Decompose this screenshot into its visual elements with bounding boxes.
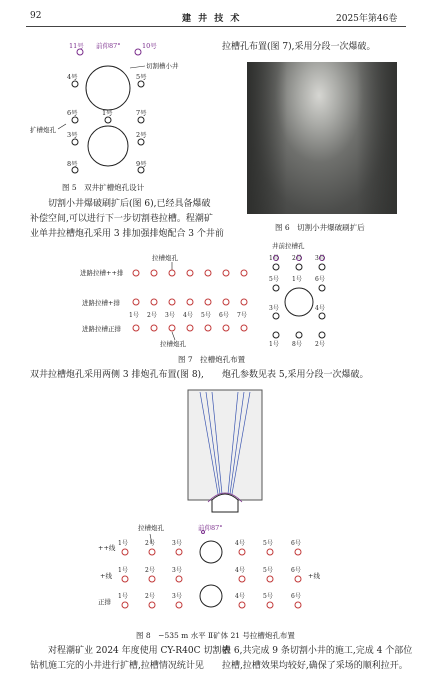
label-8: 8号	[67, 160, 78, 168]
label-expand-hole: 扩槽炮孔	[30, 126, 56, 134]
left-para-line-3: 业单井拉槽炮孔采用 3 排加强排炮配合 3 个井前	[30, 229, 224, 239]
bottom-right-line-2: 拉槽,拉槽效果均较好,确保了采场的顺利拉开。	[222, 661, 408, 671]
svg-text:3号: 3号	[172, 567, 182, 574]
svg-text:5号: 5号	[201, 312, 211, 319]
svg-text:2号: 2号	[292, 255, 302, 262]
bottom-left-line-2: 钻机施工完的小井进行扩槽,拉槽情况统计见	[30, 661, 204, 671]
svg-text:8号: 8号	[292, 341, 302, 348]
svg-text:1号: 1号	[269, 255, 279, 262]
figure-6-photo	[247, 62, 397, 214]
label-angle: 前仰87°	[96, 42, 121, 50]
svg-text:2号: 2号	[147, 312, 157, 319]
fig7-row-3: 进路拉槽正排	[82, 325, 121, 333]
bottom-left-line-1: 对程潮矿业 2024 年度使用 CY-R40C 切割槽	[48, 646, 231, 656]
fig7-row-1: 进路拉槽++排	[80, 269, 124, 277]
left-paragraph	[30, 197, 224, 242]
label-1: 1号	[102, 109, 113, 117]
label-2: 2号	[136, 131, 147, 139]
right-top-text: 拉槽孔布置(图 7),采用分段一次爆破。	[222, 42, 376, 52]
header-rule	[26, 26, 406, 27]
label-11: 11号	[69, 42, 84, 50]
svg-text:6号: 6号	[291, 540, 301, 547]
svg-text:2号: 2号	[145, 567, 155, 574]
svg-text:3号: 3号	[172, 540, 182, 547]
fig8-row-3: 正排	[98, 598, 111, 606]
label-6: 6号	[67, 109, 78, 117]
left-para-line-1: 切割小井爆破刷扩后(图 6),已经具备爆破	[48, 199, 211, 209]
mid-text-right: 炮孔参数见表 5,采用分段一次爆破。	[222, 370, 369, 380]
journal-title: 建 井 技 术	[182, 14, 242, 24]
svg-text:6号: 6号	[219, 312, 229, 319]
figure-5-caption: 图 5 双井扩槽炮孔设计	[62, 183, 145, 192]
svg-text:3号: 3号	[172, 593, 182, 600]
mid-text-left: 双井拉槽炮孔采用两侧 3 排炮孔布置(图 8),	[30, 370, 204, 380]
svg-text:2号: 2号	[145, 593, 155, 600]
lower-shaft	[88, 126, 128, 166]
page-number: 92	[30, 11, 42, 21]
label-10: 10号	[142, 42, 157, 50]
left-para-line-2: 补偿空间,可以进行下一步切割巷拉槽。程潮矿	[30, 214, 213, 224]
fig8-tunnel	[188, 390, 262, 500]
figure-6-caption: 图 6 切割小井爆破刷扩后	[275, 223, 365, 232]
figure-8-caption: 图 8 −535 m 水平 Ⅱ矿体 21 号拉槽炮孔布置	[136, 631, 295, 640]
figure-8-diagram	[90, 384, 340, 624]
fig8-row-1: ++线	[98, 544, 116, 552]
fig7-top-label: 拉槽炮孔	[152, 254, 178, 262]
svg-text:1号: 1号	[118, 593, 128, 600]
svg-text:2号: 2号	[315, 341, 325, 348]
label-9: 9号	[136, 160, 147, 168]
label-5: 5号	[136, 73, 147, 81]
svg-text:7号: 7号	[237, 312, 247, 319]
svg-text:6号: 6号	[291, 567, 301, 574]
svg-text:3号: 3号	[269, 305, 279, 312]
svg-text:5号: 5号	[263, 540, 273, 547]
svg-text:5号: 5号	[263, 593, 273, 600]
label-shaft: 切割槽小井	[146, 62, 179, 70]
svg-text:1号: 1号	[269, 341, 279, 348]
svg-text:1号: 1号	[118, 540, 128, 547]
fig8-angle: 前仰87°	[198, 524, 223, 532]
hole-10	[135, 49, 141, 55]
svg-text:2号: 2号	[145, 540, 155, 547]
label-4: 4号	[67, 73, 78, 81]
svg-text:6号: 6号	[315, 276, 325, 283]
fig8-hole-label: 拉槽炮孔	[138, 524, 164, 532]
fig8-row-2: +线	[100, 572, 112, 580]
svg-text:1号: 1号	[118, 567, 128, 574]
fig7-row-2: 进路拉槽+排	[82, 299, 120, 307]
figure-5-diagram	[30, 36, 210, 178]
figure-7-caption: 图 7 拉槽炮孔布置	[178, 355, 246, 364]
svg-text:1号: 1号	[292, 276, 302, 283]
bottom-right-text	[222, 644, 412, 674]
fig7-bottom-label: 拉槽炮孔	[160, 340, 186, 348]
svg-text:4号: 4号	[315, 305, 325, 312]
svg-text:4号: 4号	[235, 593, 245, 600]
svg-text:5号: 5号	[263, 567, 273, 574]
fig7-shaft	[285, 288, 313, 316]
svg-text:1号: 1号	[129, 312, 139, 319]
bottom-left-text	[30, 644, 230, 674]
svg-text:6号: 6号	[291, 593, 301, 600]
fig7-shaft-label: 井前拉槽孔	[272, 242, 305, 250]
svg-text:5号: 5号	[269, 276, 279, 283]
svg-text:3号: 3号	[165, 312, 175, 319]
label-3: 3号	[67, 131, 78, 139]
svg-text:4号: 4号	[183, 312, 193, 319]
bottom-right-line-1: 表 6,共完成 9 条切割小井的施工,完成 4 个部位	[222, 646, 413, 656]
svg-text:3号: 3号	[315, 255, 325, 262]
svg-text:4号: 4号	[235, 540, 245, 547]
upper-shaft	[86, 66, 130, 110]
issue-label: 2025年第46卷	[336, 14, 398, 24]
svg-text:4号: 4号	[235, 567, 245, 574]
figure-7-diagram	[80, 240, 360, 350]
fig8-row-plus-right: +线	[308, 572, 320, 580]
label-7: 7号	[136, 109, 147, 117]
